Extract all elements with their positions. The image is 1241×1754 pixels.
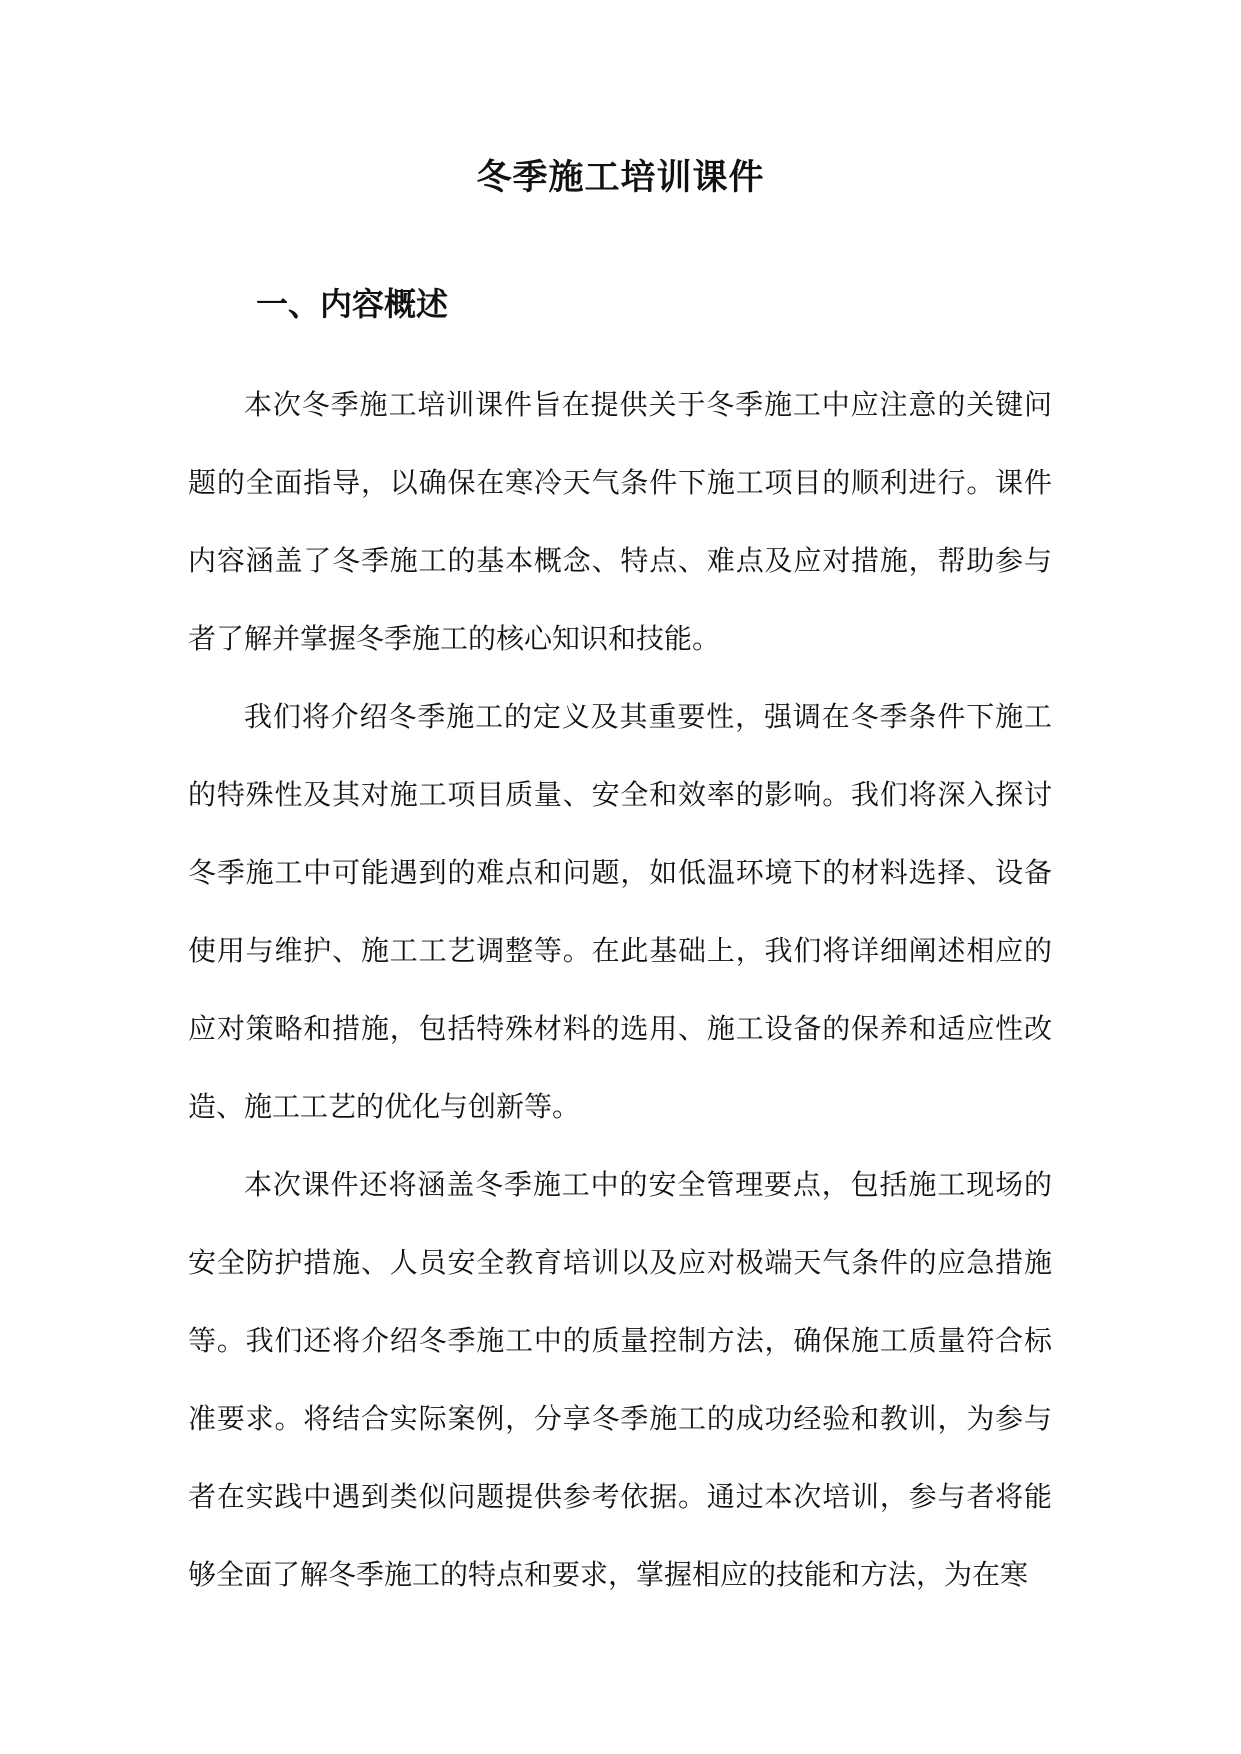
paragraph-3: 本次课件还将涵盖冬季施工中的安全管理要点，包括施工现场的安全防护措施、人员安全教育培训以及应对极端天气条件的应急措施等。我们还将介绍冬季施工中的质量控制方法，确保施工质量符合标准要求。将结合实际案例，分享冬季施工的成功经验和教训，为参与者在实践中遇到类似问题提供参考依据。通过本次培训，参与者将能够全面了解冬季施工的特点和要求，掌握相应的技能和方法，为在寒	[188, 1168, 1052, 1591]
body-text	[188, 366, 1052, 1614]
document-title: 冬季施工培训课件	[476, 157, 765, 198]
paragraph-1: 本次冬季施工培训课件旨在提供关于冬季施工中应注意的关键问题的全面指导，以确保在寒冷天气条件下施工项目的顺利进行。课件内容涵盖了冬季施工的基本概念、特点、难点及应对措施，帮助参与者了解并掌握冬季施工的核心知识和技能。	[188, 388, 1052, 655]
paragraph-2: 我们将介绍冬季施工的定义及其重要性，强调在冬季条件下施工的特殊性及其对施工项目质量、安全和效率的影响。我们将深入探讨冬季施工中可能遇到的难点和问题，如低温环境下的材料选择、设备使用与维护、施工工艺调整等。在此基础上，我们将详细阐述相应的应对策略和措施，包括特殊材料的选用、施工设备的保养和适应性改造、施工工艺的优化与创新等。	[188, 700, 1052, 1123]
section-heading: 一、内容概述	[256, 285, 449, 323]
